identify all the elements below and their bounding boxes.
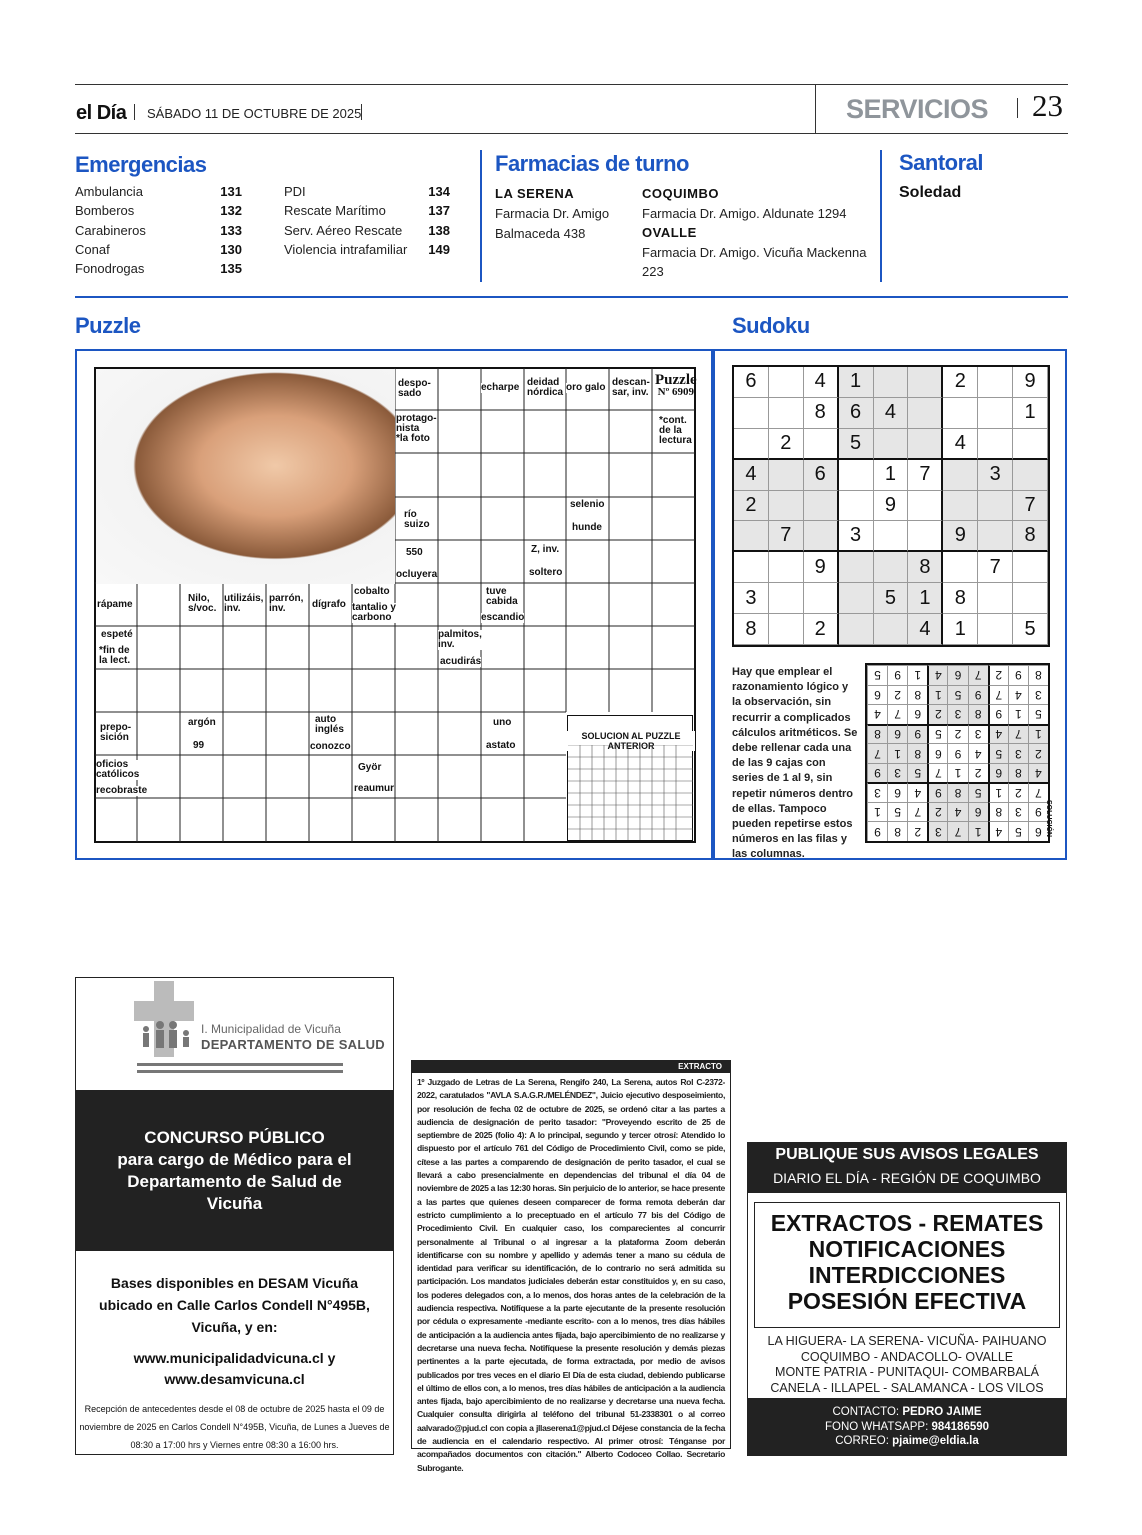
sudoku-solution-cell: 5 [887, 802, 907, 822]
sudoku-solution-cell: 9 [947, 743, 967, 763]
ad-bases [76, 1272, 393, 1338]
sudoku-solution-cell: 8 [887, 821, 907, 841]
sudoku-solution-grid [865, 663, 1050, 843]
sudoku-solution-cell: 7 [927, 763, 947, 783]
puzzle-clue: 99 [193, 740, 205, 751]
sudoku-cell [839, 583, 874, 614]
phone-label: FONO WHATSAPP: [824, 1420, 929, 1433]
sudoku-cell: 7 [1013, 491, 1048, 522]
puzzle-clue: escandio [481, 612, 525, 623]
sudoku-solution-cell: 2 [927, 704, 947, 724]
puzzle-clue: ocluyera [396, 569, 438, 580]
sudoku-solution-cell: 9 [907, 724, 927, 744]
email-label: CORREO: [835, 1435, 889, 1447]
sudoku-solution-cell: 4 [867, 704, 887, 724]
sudoku-cell [874, 521, 909, 552]
header-top-rule [75, 84, 1068, 85]
sudoku-cell [769, 398, 804, 429]
sudoku-cell: 2 [734, 491, 769, 522]
sudoku-cell: 9 [804, 552, 839, 583]
sudoku-cell: 9 [874, 491, 909, 522]
url-line: www.desamvicuna.cl [164, 1371, 305, 1387]
santoral-name: Soledad [899, 184, 962, 201]
family-health-icon [134, 981, 194, 1057]
sudoku-cell [978, 521, 1013, 552]
puzzle-clue: oro galo [566, 382, 606, 393]
brand-logo: el Día [76, 102, 127, 124]
sudoku-solution-cell: 1 [887, 743, 907, 763]
sudoku-cell: 3 [839, 521, 874, 552]
puzzle-clue: astato [486, 740, 516, 751]
page-number: 23 [1032, 88, 1063, 123]
sudoku-solution-cell: 2 [907, 821, 927, 841]
sudoku-cell [1013, 460, 1048, 491]
sudoku-cell [769, 491, 804, 522]
sudoku-solution-cell: 9 [1008, 665, 1028, 685]
sudoku-solution-cell: 8 [947, 782, 967, 802]
sudoku-cell [839, 614, 874, 645]
puzzle-clue: palmitos, inv. [438, 629, 482, 650]
sudoku-cell [839, 491, 874, 522]
puzzle-clue: tuve cabida [486, 586, 518, 607]
sudoku-solution-cell: 8 [1028, 665, 1048, 685]
puzzle-clue: uno [493, 717, 512, 728]
santoral-title: Santoral [899, 150, 984, 175]
cities-line: LA HIGUERA- LA SERENA- VICUÑA- PAIHUANO [767, 1334, 1047, 1348]
sudoku-solution-cell: 7 [947, 821, 967, 841]
sudoku-cell [874, 367, 909, 398]
sudoku-solution-cell: 7 [988, 685, 1008, 705]
sudoku-solution-cell: 9 [988, 704, 1008, 724]
puzzle-clue: tantalio y carbono [352, 602, 396, 623]
ad-services [754, 1210, 1060, 1314]
extracto-label: EXTRACTO [412, 1061, 730, 1073]
puzzle-clue: auto inglés [315, 714, 344, 735]
sudoku-solution-cell: 2 [988, 665, 1008, 685]
sudoku-solution-cell: 2 [887, 685, 907, 705]
puzzle-clue: protago- nista *la foto [396, 413, 437, 444]
sudoku-cell [978, 583, 1013, 614]
sudoku-solution-cell: 8 [988, 802, 1008, 822]
sudoku-solution-cell: 1 [867, 802, 887, 822]
sudoku-cell [1013, 552, 1048, 583]
sudoku-cell: 5 [839, 429, 874, 460]
sudoku-solution-cell: 7 [1028, 782, 1048, 802]
sudoku-solution-cell: 2 [927, 802, 947, 822]
sudoku-cell [908, 521, 943, 552]
puzzle-clue: descan- sar, inv. [612, 377, 650, 398]
bases-line: Vicuña, y en: [191, 1319, 278, 1335]
ad-urls [76, 1348, 393, 1390]
sudoku-cell [908, 429, 943, 460]
bases-line: ubicado en Calle Carlos Condell N°495B, [99, 1297, 370, 1313]
sudoku-cell: 2 [769, 429, 804, 460]
puzzle-clue: *fin de la lect. [99, 645, 131, 666]
sudoku-solution-cell: 6 [968, 802, 988, 822]
sudoku-solution-cell: 1 [1028, 724, 1048, 744]
municipality-name: I. Municipalidad de Vicuña [201, 1022, 341, 1036]
sudoku-cell [839, 552, 874, 583]
sudoku-solution-cell: 8 [968, 704, 988, 724]
puzzle-number: Nº 6909 [657, 386, 694, 399]
city-label: LA SERENA [495, 186, 575, 201]
sudoku-cell: 1 [1013, 398, 1048, 429]
puzzle-clue: selenio [570, 499, 605, 510]
headline-line: CONCURSO PÚBLICO [144, 1128, 325, 1147]
sudoku-cell: 6 [734, 367, 769, 398]
contact-name: PEDRO JAIME [902, 1406, 982, 1418]
column-divider [880, 150, 882, 282]
sudoku-solution-cell: 7 [867, 743, 887, 763]
sudoku-solution-cell: 2 [1028, 743, 1048, 763]
sudoku-cell: 4 [908, 614, 943, 645]
puzzle-clue: oficios católicos [96, 759, 140, 780]
section-rule [75, 296, 1068, 298]
sudoku-cell [978, 614, 1013, 645]
sudoku-solution-cell: 3 [927, 821, 947, 841]
sudoku-cell [943, 491, 978, 522]
puzzle-clue: Z, inv. [531, 544, 560, 555]
sudoku-solution-cell: 3 [867, 782, 887, 802]
sudoku-cell [1013, 429, 1048, 460]
sudoku-cell [978, 398, 1013, 429]
puzzle-clue: Györ [358, 762, 382, 773]
sudoku-solution-cell: 3 [968, 724, 988, 744]
decorative-stripe [137, 1063, 343, 1066]
city-label: COQUIMBO [642, 186, 719, 201]
puzzle-clue: cobalto [354, 586, 390, 597]
bases-line: Bases disponibles en DESAM Vicuña [110, 1275, 359, 1291]
ad-headline [76, 1127, 393, 1215]
service-line: INTERDICCIONES [808, 1262, 1006, 1288]
sudoku-cell [804, 429, 839, 460]
sudoku-solution-cell: 8 [1008, 763, 1028, 783]
sudoku-solution-cell: 4 [907, 782, 927, 802]
sudoku-solution-cell: 7 [887, 704, 907, 724]
sudoku-cell [943, 460, 978, 491]
city-label: OVALLE [642, 225, 697, 240]
phone-number: 130 [220, 242, 242, 257]
cities-line: CANELA - ILLAPEL - SALAMANCA - LOS VILOS [770, 1380, 1044, 1395]
email-address: pjaime@eldia.la [892, 1435, 979, 1447]
sudoku-cell [1013, 583, 1048, 614]
sudoku-solution-cell: 5 [927, 724, 947, 744]
sudoku-cell [874, 552, 909, 583]
sudoku-solution-cell: 8 [907, 743, 927, 763]
list-item: Serv. Aéreo Rescate [284, 223, 403, 238]
sudoku-solution-cell: 4 [988, 821, 1008, 841]
sudoku-solution-cell: 9 [927, 782, 947, 802]
sudoku-cell: 4 [734, 460, 769, 491]
sudoku-solution-cell: 9 [968, 685, 988, 705]
puzzle-clue: hunde [572, 522, 602, 533]
sudoku-solution-cell: 6 [867, 685, 887, 705]
sudoku-solution-cell: 9 [867, 821, 887, 841]
farmacias-title: Farmacias de turno [495, 151, 689, 176]
sudoku-cell: 5 [874, 583, 909, 614]
list-item: Fonodrogas [75, 261, 145, 276]
sudoku-solution-cell: 3 [1008, 802, 1028, 822]
sudoku-solution-cell: 5 [968, 782, 988, 802]
column-divider [480, 150, 482, 282]
sudoku-cell [908, 398, 943, 429]
sudoku-cell: 7 [978, 552, 1013, 583]
sudoku-solution-cell: 9 [887, 665, 907, 685]
phone-number: 135 [220, 261, 242, 276]
puzzle-clue: argón [188, 717, 216, 728]
sudoku-solution-cell: 1 [968, 821, 988, 841]
phone-number: 137 [428, 203, 450, 218]
list-item: Ambulancia [75, 184, 143, 199]
ad-subtitle: DIARIO EL DÍA - REGIÓN DE COQUIMBO [773, 1170, 1041, 1186]
sudoku-solution-cell: 1 [927, 685, 947, 705]
sudoku-solution-cell: 6 [1028, 821, 1048, 841]
sudoku-cell [978, 491, 1013, 522]
header-separator [815, 84, 816, 134]
sudoku-solution-cell: 5 [1008, 821, 1028, 841]
service-line: EXTRACTOS - REMATES [770, 1210, 1044, 1236]
sudoku-cell: 4 [943, 429, 978, 460]
ad-footnote [76, 1400, 393, 1454]
sudoku-solution-cell: 4 [1028, 763, 1048, 783]
puzzle-clue: deidad nórdica [527, 377, 564, 398]
sudoku-cell: 8 [908, 552, 943, 583]
sudoku-cell [769, 552, 804, 583]
sudoku-cell [734, 521, 769, 552]
puzzle-clue: parrón, inv. [269, 593, 304, 614]
sudoku-solution-cell: 6 [927, 743, 947, 763]
sudoku-cell [874, 614, 909, 645]
puzzle-clue: acudirás [440, 656, 482, 667]
url-line: www.municipalidadvicuna.cl y [133, 1350, 336, 1366]
sudoku-solution-cell: 6 [947, 665, 967, 685]
sudoku-cell [734, 398, 769, 429]
sudoku-cell: 1 [908, 583, 943, 614]
decorative-stripe [137, 1070, 343, 1073]
sudoku-solution-cell: 6 [887, 782, 907, 802]
list-item: Conaf [75, 242, 110, 257]
puzzle-clue: Nilo, s/voc. [188, 593, 217, 614]
sudoku-solution-cell: 4 [927, 665, 947, 685]
puzzle-clue: despo- sado [398, 378, 431, 399]
headline-line: Vicuña [206, 1194, 263, 1213]
puzzle-clue: echarpe [481, 382, 520, 393]
sudoku-solution-label: SOLUCIÓN [1045, 800, 1052, 837]
puzzle-clue: reaumur [354, 783, 395, 794]
sudoku-solution-cell: 4 [1008, 685, 1028, 705]
phone-number: 984186590 [931, 1420, 990, 1433]
sudoku-cell [769, 614, 804, 645]
sudoku-cell: 8 [1013, 521, 1048, 552]
ad-cities [748, 1334, 1066, 1396]
sudoku-cell [734, 552, 769, 583]
cities-line: MONTE PATRIA - PUNITAQUI- COMBARBALÁ [775, 1365, 1039, 1379]
sudoku-solution-cell: 5 [1028, 704, 1048, 724]
emergencias-title: Emergencias [75, 152, 207, 177]
sudoku-cell: 8 [804, 398, 839, 429]
footnote-line: 08:30 a 17:00 hrs y Viernes entre 08:30 a 16:00 hrs. [130, 1440, 339, 1450]
headline-line: Departamento de Salud de [127, 1172, 342, 1191]
sudoku-cell: 6 [839, 398, 874, 429]
header-bottom-rule [75, 133, 1068, 134]
service-line: POSESIÓN EFECTIVA [787, 1288, 1027, 1314]
ad-contact [748, 1405, 1066, 1449]
phone-number: 133 [220, 223, 242, 238]
sudoku-solution-cell: 6 [988, 763, 1008, 783]
cities-line: COQUIMBO - ANDACOLLO- OVALLE [800, 1349, 1014, 1364]
pharmacy-line: Farmacia Dr. Amigo [495, 206, 610, 221]
sudoku-solution-cell: 1 [1008, 704, 1028, 724]
sudoku-solution-cell: 5 [988, 743, 1008, 763]
puzzle-clue: dígrafo [312, 599, 346, 610]
sudoku-cell [804, 521, 839, 552]
sudoku-cell [978, 429, 1013, 460]
sudoku-solution-cell: 7 [968, 665, 988, 685]
sudoku-solution-cell: 5 [907, 763, 927, 783]
sudoku-cell: 8 [734, 614, 769, 645]
sudoku-solution-cell: 8 [907, 685, 927, 705]
sudoku-solution-cell: 8 [867, 724, 887, 744]
footnote-line: noviembre de 2025 en Carlos Condell N°495B, Vicuña, de Lunes a Jueves de [79, 1422, 390, 1432]
phone-number: 131 [220, 184, 242, 199]
header-separator [1017, 98, 1018, 118]
header-separator [361, 104, 362, 120]
sudoku-solution-cell: 1 [907, 665, 927, 685]
sudoku-solution-cell: 3 [887, 763, 907, 783]
sudoku-cell: 7 [769, 521, 804, 552]
puzzle-clue: *cont. de la lectura [659, 415, 692, 446]
phone-number: 138 [428, 223, 450, 238]
section-title: SERVICIOS [846, 94, 989, 124]
service-line: NOTIFICACIONES [808, 1236, 1006, 1262]
sudoku-cell [769, 583, 804, 614]
sudoku-cell: 4 [804, 367, 839, 398]
list-item: PDI [284, 184, 306, 199]
puzzle-brand-title: Puzzle [655, 372, 697, 388]
sudoku-solution-cell: 3 [1028, 685, 1048, 705]
puzzle-clue: espeté [101, 629, 133, 640]
sudoku-cell [943, 398, 978, 429]
puzzle-clue: recobraste [96, 785, 148, 796]
sudoku-cell: 1 [839, 367, 874, 398]
sudoku-solution-cell: 2 [1008, 782, 1028, 802]
puzzle-clue: utilizáis, inv. [224, 593, 264, 614]
puzzle-brand [655, 373, 697, 398]
sudoku-solution-cell: 9 [1028, 802, 1048, 822]
ad-title: PUBLIQUE SUS AVISOS LEGALES [775, 1146, 1039, 1163]
sudoku-cell: 3 [734, 583, 769, 614]
sudoku-cell [734, 429, 769, 460]
sudoku-title: Sudoku [732, 313, 810, 338]
sudoku-cell: 2 [804, 614, 839, 645]
header-date: SÁBADO 11 DE OCTUBRE DE 2025 [147, 106, 362, 121]
sudoku-solution-cell: 9 [867, 763, 887, 783]
sudoku-solution-cell: 5 [867, 665, 887, 685]
sudoku-solution-cell: 3 [947, 704, 967, 724]
sudoku-solution-cell: 4 [947, 802, 967, 822]
phone-number: 132 [220, 203, 242, 218]
department-name: DEPARTAMENTO DE SALUD [201, 1037, 385, 1052]
contact-label: CONTACTO: [832, 1406, 900, 1418]
sudoku-cell: 5 [1013, 614, 1048, 645]
puzzle-clue: soltero [529, 567, 563, 578]
puzzle-solution-title: SOLUCION AL PUZZLE ANTERIOR [567, 731, 695, 751]
sudoku-cell [804, 583, 839, 614]
sudoku-solution-cell: 5 [947, 685, 967, 705]
sudoku-cell: 9 [1013, 367, 1048, 398]
sudoku-cell [804, 491, 839, 522]
footnote-line: Recepción de antecedentes desde el 08 de octubre de 2025 hasta el 09 de [84, 1404, 385, 1414]
pharmacy-line: 223 [642, 264, 664, 279]
list-item: Carabineros [75, 223, 146, 238]
puzzle-clue: conozco [310, 741, 351, 752]
headline-line: para cargo de Médico para el [117, 1150, 352, 1169]
sudoku-solution-cell: 6 [907, 704, 927, 724]
sudoku-solution-cell: 7 [907, 802, 927, 822]
puzzle-clue: 550 [406, 547, 423, 558]
puzzle-title: Puzzle [75, 313, 141, 338]
pharmacy-line: Farmacia Dr. Amigo. Aldunate 1294 [642, 206, 847, 221]
list-item: Violencia intrafamiliar [284, 242, 408, 257]
sudoku-solution-cell: 4 [988, 724, 1008, 744]
list-item: Bomberos [75, 203, 135, 218]
sudoku-solution-cell: 6 [887, 724, 907, 744]
sudoku-solution-cell: 7 [1008, 724, 1028, 744]
list-item: Rescate Marítimo [284, 203, 386, 218]
sudoku-cell [908, 367, 943, 398]
sudoku-solution-cell: 4 [968, 743, 988, 763]
sudoku-solution-cell: 3 [1008, 743, 1028, 763]
sudoku-instructions: Hay que emplear el razonamiento lógico y la observación, sin recurrir a complicados cálculos aritméticos. Se debe rellenar cada una de las 9 cajas con series de 1 al 9, sin repetir números dentro de ellas. Tampoco pueden repetirse estos números en las filas y las columnas. [732, 666, 858, 861]
sudoku-solution-cell: 2 [947, 724, 967, 744]
sudoku-cell: 1 [943, 614, 978, 645]
sudoku-cell: 1 [874, 460, 909, 491]
sudoku-grid [732, 365, 1050, 647]
sudoku-solution-cell: 1 [947, 763, 967, 783]
sudoku-cell [978, 367, 1013, 398]
extracto-body: 1º Juzgado de Letras de La Serena, Rengifo 240, La Serena, autos Rol C-2372-2022, caratulados "AVLA S.A.G.R./MELÉNDEZ", Juicio ejecutivo desposeimiento, por resolución de fecha 02 de octubre de 2025, se ordenó citar a las partes a audiencia de designación de perito tasador: "Proveyendo escrito de 25 de septiembre de 2025 (folio 4): A lo principal, segundo y tercer otrosí: Atendido lo dispuesto por el artículo 761 del Código de Procedimiento Civil, como se pide, cítese a las partes a comparendo de designación de perito tasador, el cual se llevará a cabo presencialmente en dependencias del tribunal el día 04 de noviembre de 2025 a las 12:30 horas. Sin perjuicio de lo anterior, se hace presente a las partes que quienes deseen comparecer de forma remota deberán dar estricto cumplimiento a lo preceptuado en el artículo 77 bis del Código de Procedimiento Civil. En cualquier caso, los comparecientes al concurrir personalmente al Tribunal o al ingresar a la plataforma Zoom deberán identificarse con su nombre y apellido y además tener a mano su cédula de identidad para verificar su identificación, de lo contrario no será admitida su participación. Los mandatos judiciales deberán estar constituidos y, en su caso, los poderes delegados con, a lo menos, dos horas antes de la celebración de la audiencia respectiva. Notifíquese a la parte ejecutante de la presente resolución por cédula o expresamente -mediante escrito- con a lo menos, tres días hábiles de anticipación a la audiencia antes fijada, bajo apercibimiento de no realizarse y decretarse una nueva fecha. Notifíquese la presente resolución y demás piezas pertinentes a la parte ejecutada, de forma extractada, por medio de avisos publicados por tres veces en el diario El Día de esta ciudad, debiendo publicarse el último de ellos con, a lo menos, tres días hábiles de anticipación a la audiencia antes fijada, bajo apercibimiento de no realizarse y decretarse una nueva fecha. Cualquier consulta dirigirla al teléfono del tribunal 51-2338301 o al correo aalvarado@pjud.cl con copia a jllaserena1@pjud.cl Déjese constancia de la fecha de audiencia en el calendario respectivo. Al primer otrosí: Ténganse por acompañados documentos con citación." Alberto Codoceo Collao. Secretario Subrogante. [417, 1077, 725, 1473]
pharmacy-line: Balmaceda 438 [495, 226, 586, 241]
phone-number: 134 [428, 184, 450, 199]
sudoku-solution-cell: 1 [988, 782, 1008, 802]
sudoku-cell: 8 [943, 583, 978, 614]
sudoku-cell [874, 429, 909, 460]
sudoku-cell [769, 460, 804, 491]
sudoku-cell: 7 [908, 460, 943, 491]
header-separator [134, 104, 135, 120]
sudoku-cell [908, 491, 943, 522]
puzzle-clue: rápame [97, 599, 133, 610]
sudoku-cell: 4 [874, 398, 909, 429]
pharmacy-line: Farmacia Dr. Amigo. Vicuña Mackenna [642, 245, 867, 260]
sudoku-cell [769, 367, 804, 398]
sudoku-cell: 3 [978, 460, 1013, 491]
sudoku-solution-cell: 2 [968, 763, 988, 783]
sudoku-cell: 9 [943, 521, 978, 552]
sudoku-cell: 2 [943, 367, 978, 398]
puzzle-solution-grid [568, 745, 693, 840]
sudoku-cell: 6 [804, 460, 839, 491]
puzzle-clue: río suizo [404, 509, 430, 530]
puzzle-photo [96, 369, 395, 584]
sudoku-cell [943, 552, 978, 583]
phone-number: 149 [428, 242, 450, 257]
sudoku-cell [839, 460, 874, 491]
puzzle-clue: prepo- sición [100, 722, 132, 743]
